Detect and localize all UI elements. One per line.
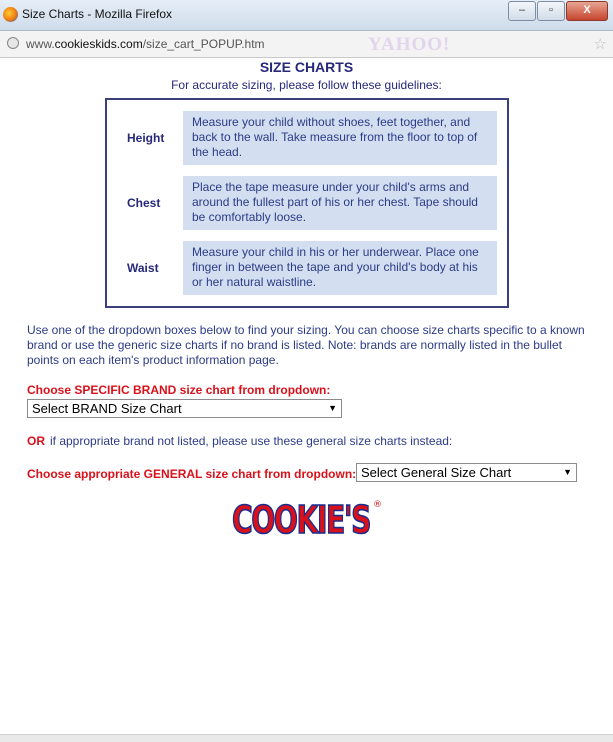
guideline-text: Measure your child in his or her underwear. Place one finger in between the tape and your child's body at his or her natural waistline.: [183, 241, 497, 295]
cookies-logo-image: [230, 491, 385, 543]
general-chart-label: Choose appropriate GENERAL size chart from dropdown:: [27, 467, 357, 481]
minimize-button[interactable]: –: [508, 1, 536, 21]
page-subtitle: For accurate sizing, please follow these guidelines:: [171, 78, 442, 92]
svg-text:®: ®: [373, 500, 382, 510]
close-button[interactable]: X: [566, 1, 608, 21]
url-prefix: www.: [26, 37, 55, 51]
or-word: OR: [27, 434, 45, 448]
url-path: /size_cart_POPUP.htm: [142, 37, 265, 51]
window-controls: [507, 1, 608, 21]
or-separator: [27, 434, 452, 448]
svg-text:COOKIE'S: COOKIE'S: [232, 498, 370, 542]
url-domain: cookieskids.com: [54, 37, 143, 51]
dropdown-arrow-icon: ▼: [563, 467, 572, 477]
address-bar[interactable]: [0, 31, 613, 58]
window-title: Size Charts - Mozilla Firefox: [22, 7, 173, 21]
brand-size-chart-select[interactable]: [27, 399, 342, 418]
globe-icon: [7, 37, 19, 49]
dropdown-arrow-icon: ▼: [328, 403, 337, 413]
instructions-text: Use one of the dropdown boxes below to find your sizing. You can choose size charts specific to a known brand or use the generic size charts if no brand is listed. Note: brands are normally listed in the bullet points on each item's product information page.: [27, 323, 585, 367]
general-select-value: Select General Size Chart: [361, 465, 512, 480]
guideline-text: Measure your child without shoes, feet together, and back to the wall. Take measure from the floor to top of the head.: [183, 111, 497, 165]
guideline-label: Height: [127, 131, 165, 145]
general-size-chart-select[interactable]: [356, 463, 577, 482]
or-text: if appropriate brand not listed, please use these general size charts instead:: [50, 434, 453, 448]
yahoo-watermark: YAHOO!: [368, 34, 451, 55]
firefox-icon: [3, 7, 18, 22]
cookies-logo[interactable]: [230, 491, 385, 543]
guideline-text: Place the tape measure under your child's arms and around the fullest part of his or her chest. Tape should be comfortably loose.: [183, 176, 497, 230]
brand-chart-label: Choose SPECIFIC BRAND size chart from dropdown:: [27, 383, 331, 397]
page-title: SIZE CHARTS: [259, 59, 354, 75]
brand-select-value: Select BRAND Size Chart: [32, 401, 182, 416]
window-titlebar: [0, 0, 613, 31]
guideline-label: Chest: [127, 196, 161, 210]
bookmark-star-icon[interactable]: ☆: [593, 36, 607, 53]
guideline-label: Waist: [127, 261, 159, 275]
maximize-button[interactable]: ▫: [537, 1, 565, 21]
guidelines-table: [105, 98, 509, 308]
url-text[interactable]: [26, 37, 265, 51]
